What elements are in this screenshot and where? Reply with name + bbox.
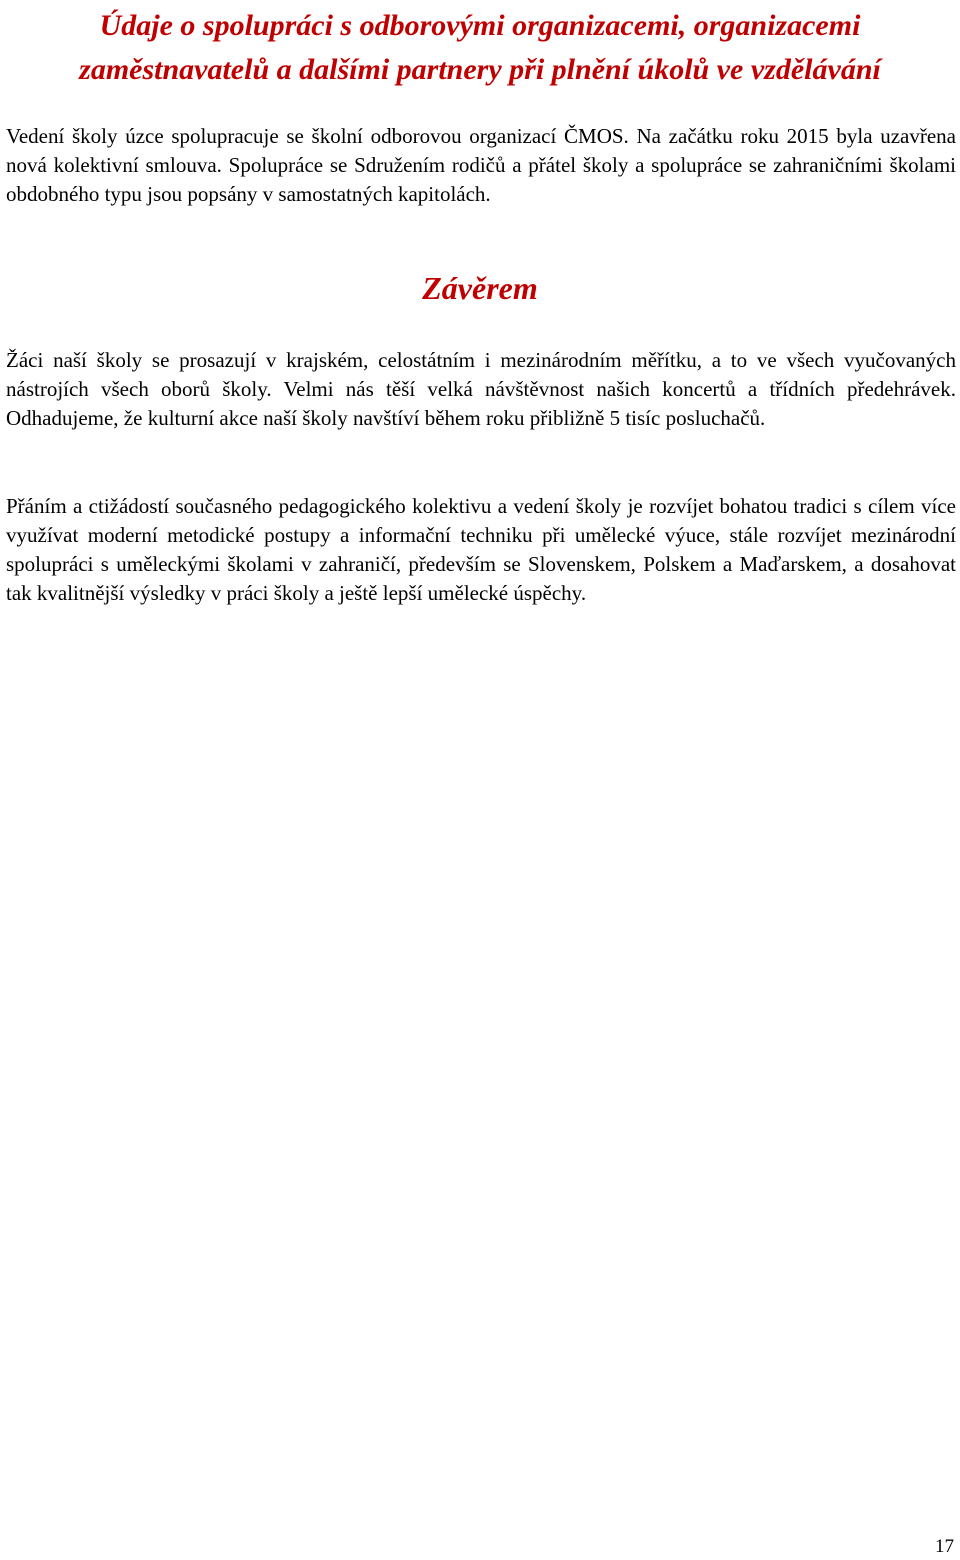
section-heading-conclusion: Závěrem [422,270,538,306]
paragraph-cooperation: Vedení školy úzce spolupracuje se školní odborovou organizací ČMOS. Na začátku roku 2015 byla uzavřena nová kolektivní smlouva. Spolupráce se Sdružením rodičů a přátel školy a spolupráce se zahraničními školami obdobného typu jsou popsány v samostatných kapitolách. [6,124,956,206]
page-heading: Údaje o spolupráci s odborovými organizacemi, organizacemi zaměstnavatelů a dalšími partnery při plnění úkolů ve vzdělávání [79,9,881,86]
paragraph-goals: Přáním a ctižádostí současného pedagogického kolektivu a vedení školy je rozvíjet bohatou tradici s cílem více využívat moderní metodické postupy a informační techniku při umělecké výuce, stále rozvíjet mezinárodní spolupráci s uměleckými školami v zahraničí, především se Slovenskem, Polskem a Maďarskem, a dosahovat tak kvalitnější výsledky v práci školy a ještě lepší umělecké úspěchy. [6,494,956,605]
page-number: 17 [935,1536,954,1557]
paragraph-achievements: Žáci naší školy se prosazují v krajském, celostátním i mezinárodním měřítku, a to ve všech vyučovaných nástrojích všech oborů školy. Velmi nás těší velká návštěvnost našich koncertů a třídních předehrávek. Odhadujeme, že kulturní akce naší školy navštíví během roku přibližně 5 tisíc posluchačů. [6,348,956,430]
